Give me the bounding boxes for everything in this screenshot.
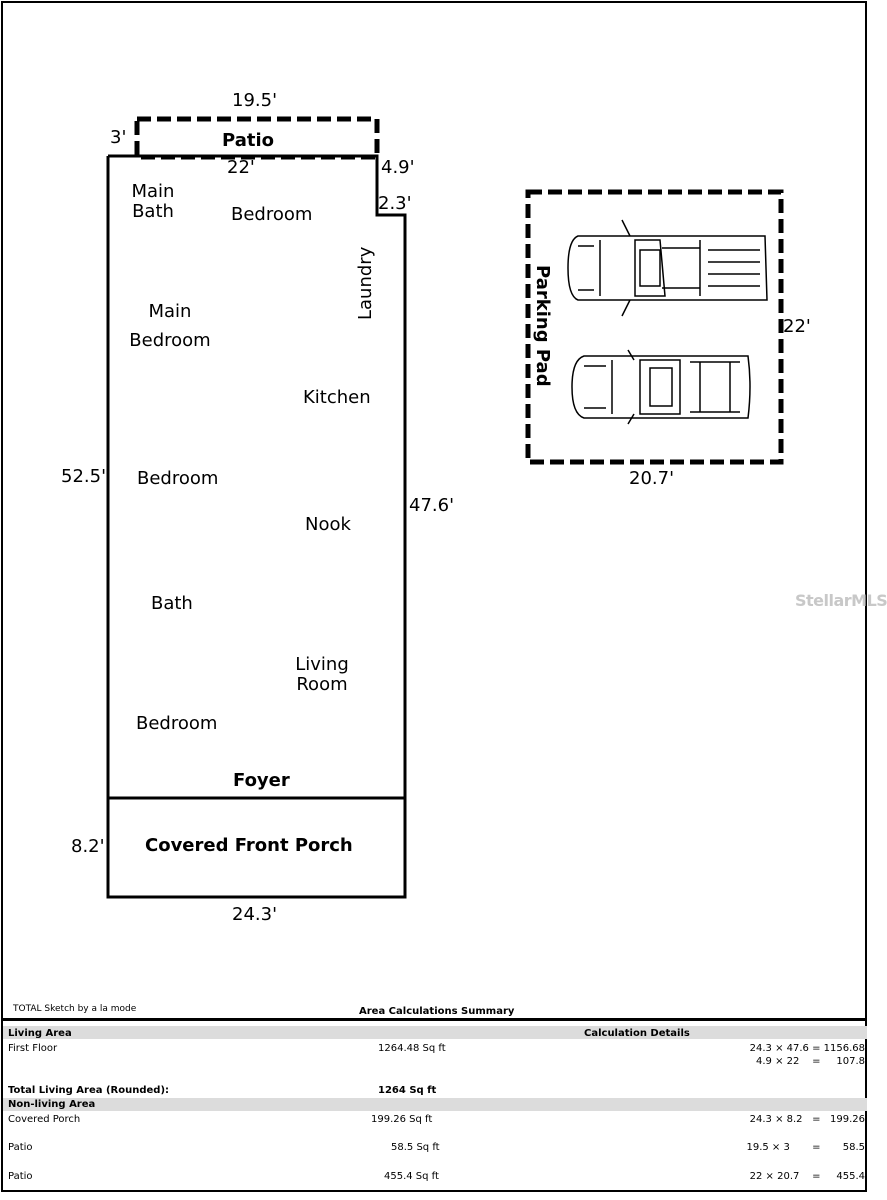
row-patio2-label: Patio (8, 1171, 33, 1182)
room-bedroom-mid: Bedroom (137, 468, 219, 489)
first-floor-calc-2: 4.9 × 22 = 107.8 (756, 1056, 865, 1067)
row-patio1-label: Patio (8, 1142, 33, 1153)
first-floor-calc-1: 24.3 × 47.6 = 1156.68 (749, 1043, 865, 1054)
nonliving-header: Non-living Area (8, 1099, 96, 1110)
room-kitchen: Kitchen (303, 387, 371, 408)
sketch-credit: TOTAL Sketch by a la mode (13, 1004, 137, 1014)
row-covered-porch-label: Covered Porch (8, 1114, 81, 1125)
first-floor-label: First Floor (8, 1043, 58, 1054)
patio-width-dim: 19.5' (232, 90, 278, 111)
notch-top-dim: 4.9' (381, 157, 415, 178)
left-side-dim: 52.5' (61, 466, 107, 487)
right-side-dim: 47.6' (409, 495, 455, 516)
row-covered-porch-area: 199.26 Sq ft (371, 1114, 433, 1125)
room-foyer: Foyer (233, 770, 290, 791)
room-bedroom-bottom: Bedroom (136, 713, 218, 734)
room-bath: Bath (151, 593, 193, 614)
patio-base-dim: 22' (227, 157, 255, 178)
bottom-dim: 24.3' (232, 904, 278, 925)
row-patio1-calc: 19.5 × 3 = 58.5 (746, 1142, 865, 1153)
room-main-bedroom: Main Bedroom (129, 301, 211, 351)
parking-depth-dim: 22' (783, 316, 811, 337)
room-porch: Covered Front Porch (145, 835, 353, 856)
summary-title: Area Calculations Summary (359, 1006, 515, 1017)
truck-icon (568, 220, 767, 316)
room-laundry: Laundry (355, 246, 376, 320)
row-patio1-area: 58.5 Sq ft (391, 1142, 440, 1153)
patio-depth-dim: 3' (110, 127, 127, 148)
total-living-label: Total Living Area (Rounded): (8, 1085, 170, 1096)
room-bedroom-top: Bedroom (231, 204, 313, 225)
parking-width-dim: 20.7' (629, 468, 675, 489)
porch-side-dim: 8.2' (71, 836, 105, 857)
room-living-room: Living Room (295, 654, 349, 695)
row-covered-porch-calc: 24.3 × 8.2 = 199.26 (749, 1114, 865, 1125)
nonliving-band (3, 1098, 867, 1111)
area-table (3, 1018, 867, 1193)
row-patio2-calc: 22 × 20.7 = 455.4 (749, 1171, 865, 1182)
first-floor-area: 1264.48 Sq ft (378, 1043, 446, 1054)
living-header: Living Area (8, 1028, 72, 1039)
patio-label: Patio (222, 130, 274, 151)
row-patio2-area: 455.4 Sq ft (384, 1171, 439, 1182)
living-band (3, 1026, 867, 1039)
room-main-bath: Main Bath (131, 181, 175, 222)
notch-side-dim: 2.3' (378, 193, 412, 214)
total-living-value: 1264 Sq ft (378, 1085, 437, 1096)
room-nook: Nook (305, 514, 351, 535)
watermark: StellarMLS (795, 591, 887, 610)
suv-icon (572, 350, 750, 424)
parking-pad-outline (528, 192, 781, 462)
calc-header: Calculation Details (584, 1028, 690, 1039)
parking-pad-label: Parking Pad (532, 265, 553, 387)
